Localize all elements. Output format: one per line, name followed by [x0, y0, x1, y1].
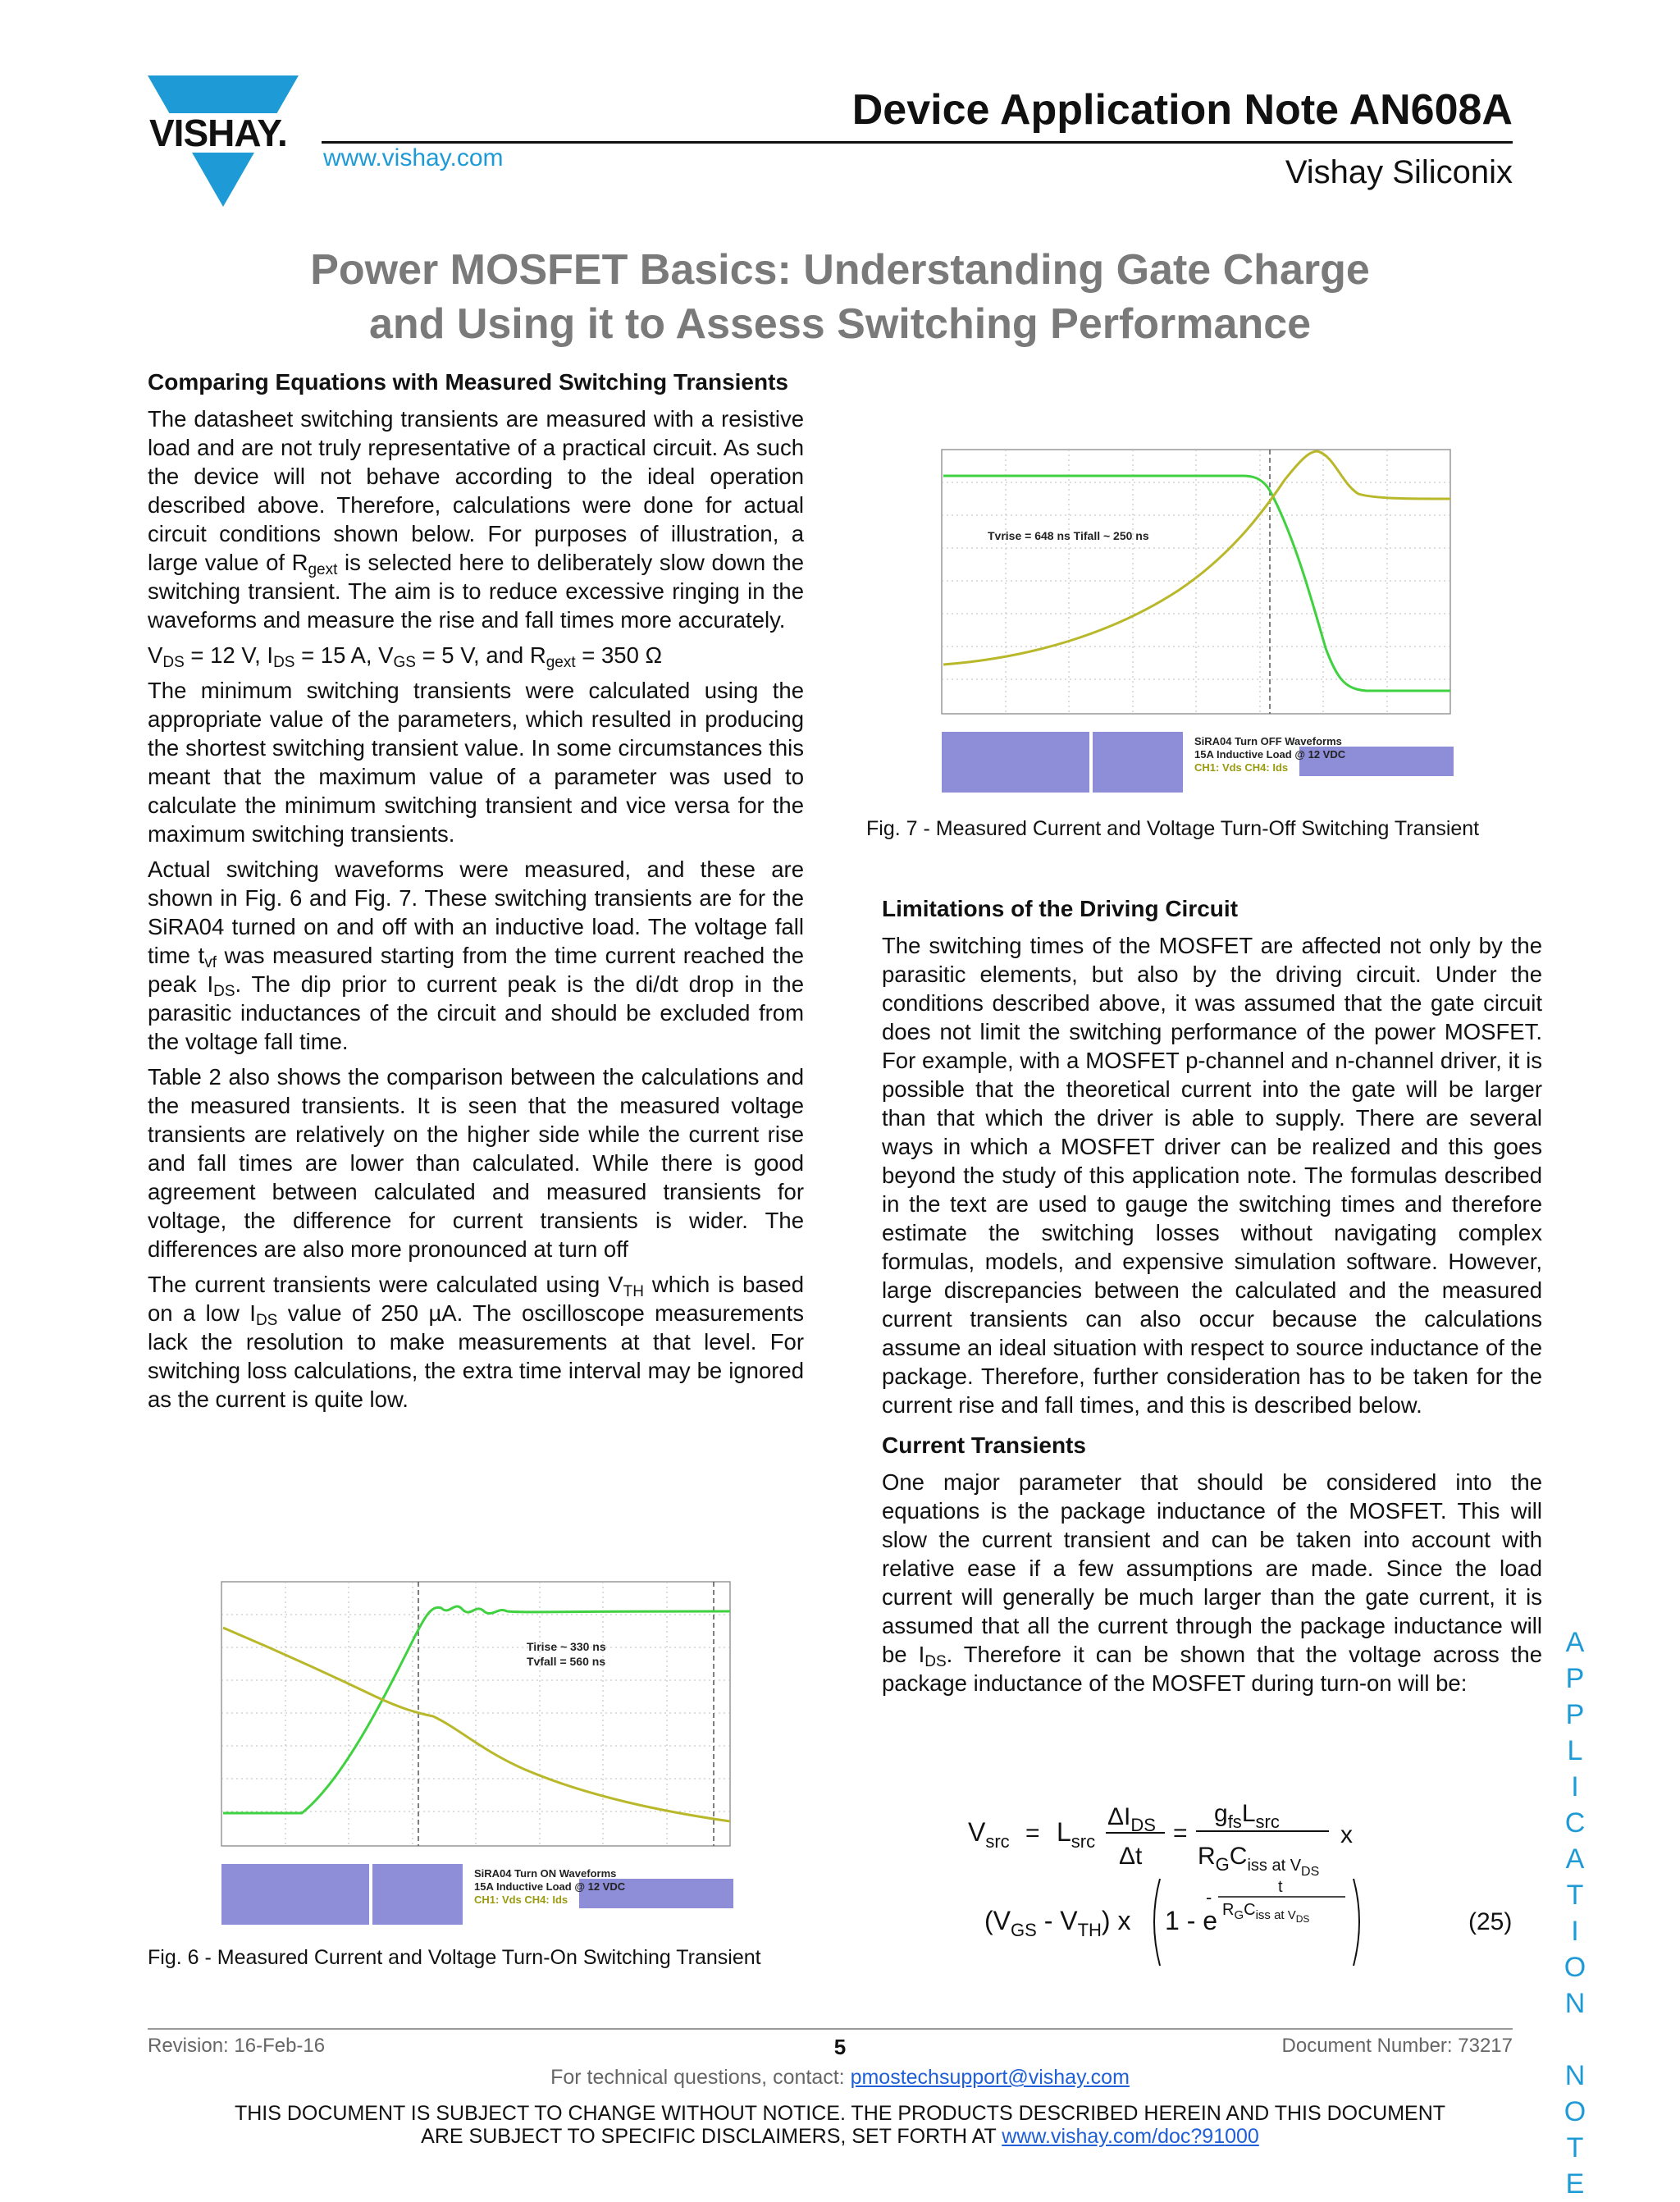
- paragraph: The switching times of the MOSFET are affected not only by the parasitic elements, but also by the driving circuit. Under the conditions described above, it was assumed that the gate circuit does not limit the switching performance of the power MOSFET. For example, with a MOSFET p-channel and n-channel driver, it is possible that the theoretical current into the gate will be larger than that which the driver is able to supply. There are several ways in which a MOSFET driver can be realized and this goes beyond the study of this application note. The formulas described in the text are used to gauge the switching times and therefore estimate the switching losses without navigating complex formulas, models, and expensive simulation software. However, large discrepancies between the calculated and the measured current transients can also occur because the calculations assume an ideal situation with respect to source inductance of the package. Therefore, further consideration has to be taken for the current rise and fall times, and this is described below.: [882, 933, 1542, 1418]
- svg-text:=: =: [1173, 1820, 1188, 1847]
- fig7-channel-label: CH1: Vds CH4: Ids: [1194, 761, 1289, 774]
- equation-25: [968, 1789, 1542, 1985]
- footer-rule: [148, 2028, 1513, 2030]
- fig7-caption: Fig. 7 - Measured Current and Voltage Turn-Off Switching Transient: [866, 817, 1480, 840]
- conditions-line: $V_{DS} = 12$ V, $I_{DS} = 15$ A, $V_{GS} = 5$ V, and $R_{gext} = 350$ Ω: [148, 642, 663, 671]
- revision-label: Revision: 16-Feb-16: [148, 2035, 326, 2057]
- paragraph: Table 2 also shows the comparison between the calculations and the measured transients. It is seen that the measured voltage transients are relatively on the higher side while the current rise and fall times are lower than calculated. While there is good agreement between calculated and measured transients for voltage, the difference for current transients is wider. The differences are also more pronounced at turn off: [148, 1064, 804, 1262]
- fig6-load-label: 15A Inductive Load @ 12 VDC: [474, 1880, 626, 1893]
- right-column: [882, 894, 1542, 1704]
- paragraph: One major parameter that should be considered into the equations is the package inductance of the MOSFET. This will slow the current transient and can be taken into account with relative ease if a few assumptions are made. Since the load current will generally be much larger than the gate current, it is assumed that all the current through the package inductance will be $I_{DS}$. Therefore it can be shown that the voltage across the package inductance of the MOSFET during turn-on will be:: [882, 1469, 1542, 1696]
- paragraph: The minimum switching transients were calculated using the appropriate value of the parameters, which resulted in producing the shortest switching transient value. In some circumstances this meant that the maximum value of a parameter was used to calculate the minimum switching transient and vice versa for the maximum switching transients.: [148, 678, 804, 847]
- equation-number: (25): [1468, 1908, 1513, 1935]
- vishay-logo: VISHAY.: [146, 113, 290, 153]
- fig6-scope-svg: [212, 1575, 737, 1936]
- fig7-oscilloscope: [932, 443, 1457, 804]
- title-line-2: and Using it to Assess Switching Performance: [368, 300, 1312, 348]
- header-url-link[interactable]: www.vishay.com: [323, 144, 504, 171]
- header-rule: [322, 141, 1513, 144]
- fig7-annotation: Tvrise = 648 ns Tifall ~ 250 ns: [988, 529, 1149, 542]
- svg-text:Vsrc: $V_{src}$: [968, 1817, 1010, 1852]
- fig6-oscilloscope: [212, 1575, 737, 1936]
- company-name: Vishay Siliconix: [1285, 154, 1513, 190]
- svg-text:(VGS - VTH) x: $(V_{GS} - V_{TH})$ x: [984, 1906, 1131, 1940]
- section-heading-comparing: Comparing Equations with Measured Switching Transients: [148, 369, 788, 395]
- document-number: Document Number: 73217: [1281, 2035, 1513, 2057]
- svg-text:1 - e: 1 - e: [1165, 1906, 1218, 1935]
- fig6-annotation-fall: Tvfall = 560 ns: [527, 1655, 606, 1668]
- fig7-scope-svg: [932, 443, 1457, 804]
- contact-email-link[interactable]: pmostechsupport@vishay.com: [850, 2066, 1130, 2089]
- svg-text:RGCiss at VDS: $R_GC_{iss at VDS}$: [1222, 1901, 1310, 1925]
- svg-text:ΔIDS: $\Delta I_{DS}$: [1107, 1803, 1156, 1835]
- svg-text:RGCiss at VDS: $R_GC_{iss at VDS}$: [1198, 1843, 1320, 1879]
- fig7-load-label: 15A Inductive Load @ 12 VDC: [1194, 748, 1346, 761]
- fig6-annotation-rise: Tirise ~ 330 ns: [527, 1640, 606, 1653]
- disclaimer-line-1: THIS DOCUMENT IS SUBJECT TO CHANGE WITHOUT NOTICE. THE PRODUCTS DESCRIBED HEREIN AND THIS DOCUMENT: [234, 2102, 1446, 2125]
- svg-text:x: x: [1340, 1821, 1353, 1848]
- application-note-side-label: A P P L I C A T I O N N O T E: [1564, 1627, 1586, 2200]
- fig7-waveform-title: SiRA04 Turn OFF Waveforms: [1194, 735, 1342, 747]
- paragraph: The datasheet switching transients are measured with a resistive load and are not truly representative of a practical circuit. As such the device will not behave according to the ideal operation described above. Therefore, calculations were done for actual circuit conditions shown below. For purposes of illustration, a large value of $R_{gext}$ is selected here to deliberately slow down the switching transient. The aim is to reduce excessive ringing in the waveforms and measure the rise and fall times more accurately.: [148, 406, 805, 633]
- svg-text:=: =: [1025, 1820, 1040, 1847]
- fig6-channel-label: CH1: Vds CH4: Ids: [474, 1894, 568, 1906]
- fig6-waveform-title: SiRA04 Turn ON Waveforms: [474, 1867, 617, 1880]
- section-heading-current-transients: Current Transients: [882, 1432, 1086, 1458]
- svg-text:gfsLsrc: $g_{fs}L_{src}$: [1214, 1800, 1280, 1832]
- contact-line: For technical questions, contact: pmostechsupport@vishay.com: [550, 2066, 1130, 2089]
- disclaimer-link[interactable]: www.vishay.com/doc?91000: [1002, 2125, 1259, 2148]
- svg-text:t: t: [1278, 1878, 1283, 1896]
- fig6-caption: Fig. 6 - Measured Current and Voltage Turn-On Switching Transient: [148, 1946, 761, 1969]
- section-heading-limitations: Limitations of the Driving Circuit: [882, 896, 1239, 921]
- svg-text:Δt: Δt: [1119, 1843, 1143, 1870]
- equation-svg: [968, 1789, 1542, 1985]
- paragraph: The current transients were calculated using $V_{TH}$ which is based on a low $I_{DS}$ value of 250 µA. The oscilloscope measurements lack the resolution to make measurements at that level. For switching loss calculations, the extra time interval may be ignored as the current is quite low.: [148, 1272, 805, 1412]
- page-title: [0, 243, 1680, 351]
- svg-text:Lsrc: $L_{src}$: [1057, 1817, 1096, 1852]
- page-number: 5: [833, 2035, 847, 2059]
- svg-text:-: -: [1206, 1887, 1212, 1907]
- left-column: [148, 368, 804, 1420]
- paragraph: Actual switching waveforms were measured, and these are shown in Fig. 6 and Fig. 7. These switching transients are for the SiRA04 turned on and off with an inductive load. The voltage fall time $t_{vf}$ was measured starting from the time current reached the peak $I_{DS}$. The dip prior to current peak is the di/dt drop in the parasitic inductances of the circuit and should be excluded from the voltage fall time.: [148, 857, 805, 1054]
- title-line-1: Power MOSFET Basics: Understanding Gate Charge: [310, 246, 1370, 294]
- doc-title: Device Application Note AN608A: [851, 86, 1513, 134]
- disclaimer-line-2: ARE SUBJECT TO SPECIFIC DISCLAIMERS, SET FORTH AT www.vishay.com/doc?91000: [421, 2125, 1259, 2148]
